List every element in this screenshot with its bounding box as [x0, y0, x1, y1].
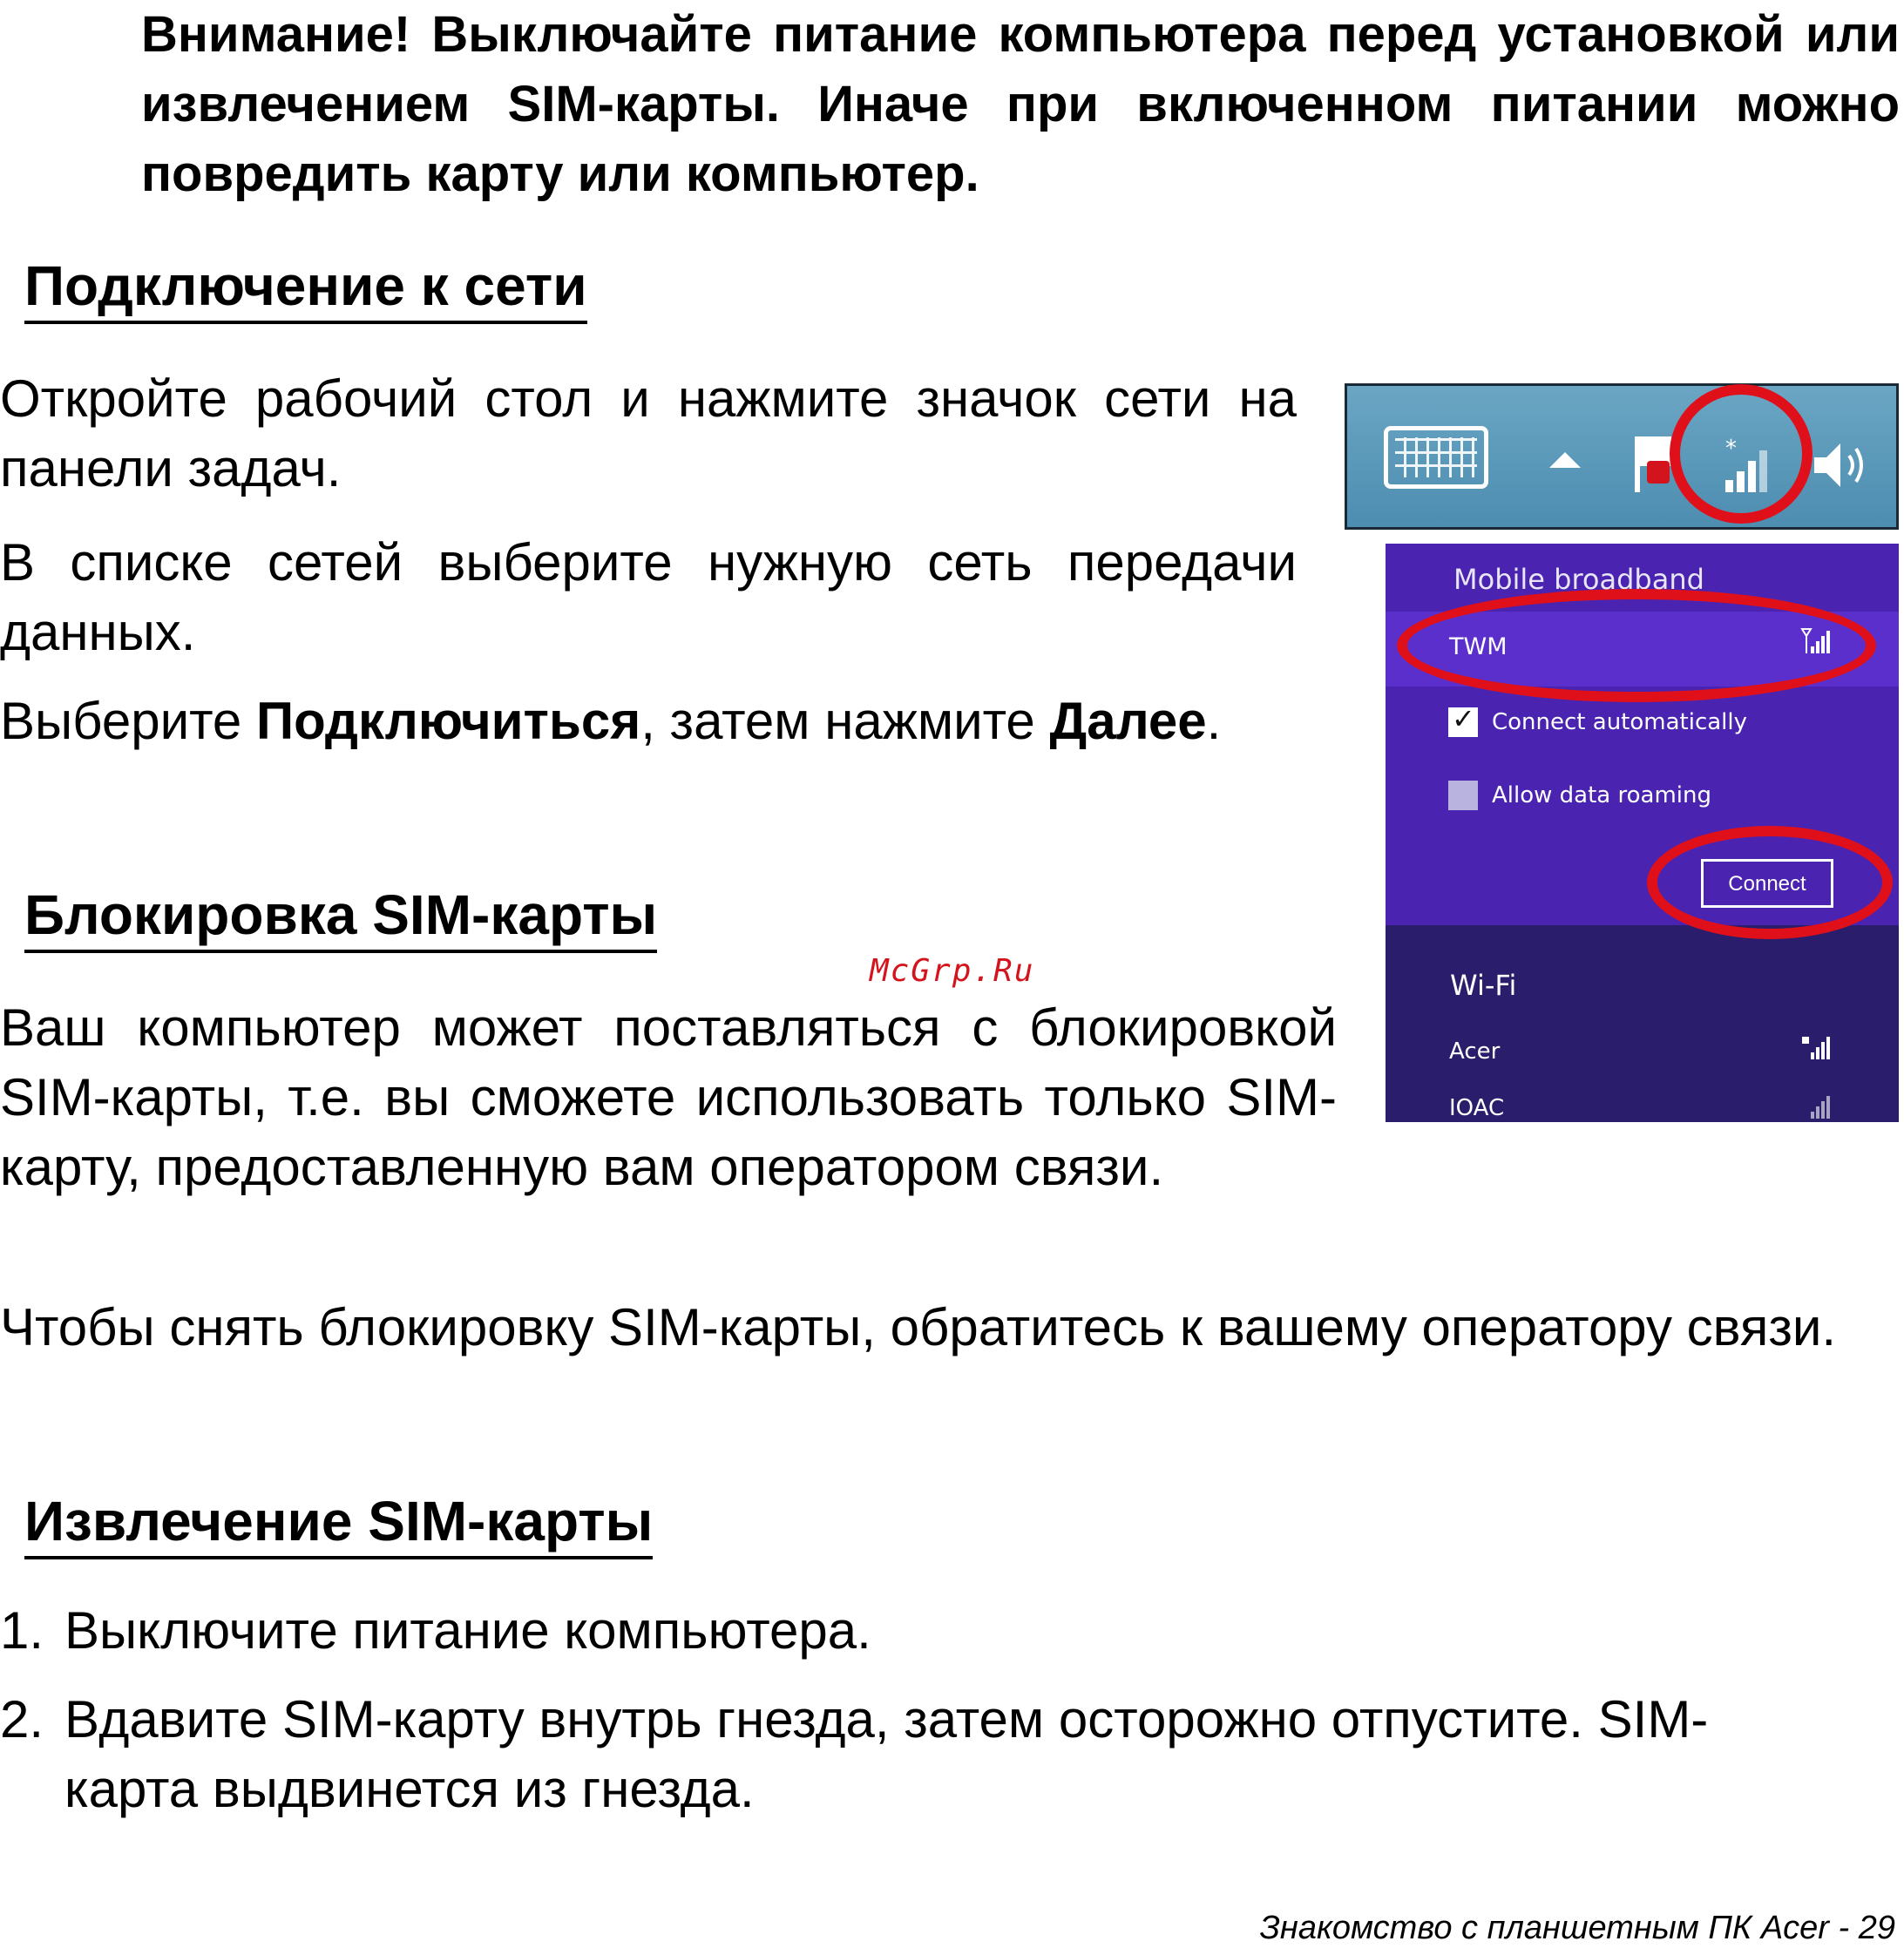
- list-item: 2. Вдавите SIM-карту внутрь гнезда, затем осторожно отпустите. SIM- карта выдвинется из гнезда.: [0, 1690, 1709, 1818]
- connect-automatically-label: Connect automatically: [1492, 709, 1748, 735]
- warning-text: Внимание! Выключайте питание компьютера перед установкой или извлечением SIM-карты. Иначе при включенном питании можно повредить карту или компьютер.: [141, 6, 1900, 202]
- connect-button[interactable]: Connect: [1701, 859, 1833, 908]
- network-step-3: Выберите Подключиться, затем нажмите Далее.: [0, 692, 1222, 750]
- wifi-signal-icon: [1800, 1092, 1832, 1120]
- svg-text:*: *: [1725, 436, 1737, 462]
- highlight-circle: [1670, 384, 1813, 524]
- highlight-circle: [1647, 826, 1893, 939]
- wifi-network-ioac[interactable]: IOAC: [1449, 1095, 1505, 1121]
- highlight-circle: [1397, 589, 1876, 702]
- allow-data-roaming-checkbox[interactable]: [1448, 781, 1478, 810]
- heading-sim-lock: Блокировка SIM-карты: [24, 880, 657, 953]
- next-term: Далее: [1049, 692, 1207, 750]
- watermark: McGrp.Ru: [870, 953, 1035, 989]
- connect-automatically-checkbox[interactable]: [1448, 702, 1478, 737]
- allow-data-roaming-label: Allow data roaming: [1492, 782, 1711, 808]
- checkmark-icon: ✓: [1452, 702, 1475, 735]
- wifi-network-acer[interactable]: Acer: [1449, 1038, 1501, 1065]
- speaker-icon[interactable]: [1809, 435, 1879, 496]
- heading-network: Подключение к сети: [24, 251, 587, 324]
- taskbar-screenshot: [1345, 383, 1899, 530]
- list-item: 1. Выключите питание компьютера.: [0, 1601, 871, 1660]
- wifi-signal-icon: [1800, 1033, 1832, 1061]
- heading-sim-removal: Извлечение SIM-карты: [24, 1486, 653, 1559]
- wifi-title: Wi-Fi: [1450, 969, 1517, 1002]
- page-footer: Знакомство с планшетным ПК Acer - 29: [1259, 1910, 1895, 1946]
- keyboard-icon[interactable]: [1384, 426, 1488, 489]
- network-step-1: Откройте рабочий стол и нажмите значок сети на панели задач.: [0, 369, 1297, 497]
- network-step-2: В списке сетей выберите нужную сеть передачи данных.: [0, 533, 1297, 661]
- show-hidden-icons-arrow[interactable]: [1549, 452, 1581, 468]
- connect-term: Подключиться: [255, 692, 641, 750]
- sim-lock-paragraph-2: Чтобы снять блокировку SIM-карты, обратитесь к вашему оператору связи.: [0, 1298, 1837, 1356]
- flag-error-badge: [1647, 461, 1670, 484]
- mobile-broadband-title: Mobile broadband: [1453, 563, 1704, 596]
- sim-lock-paragraph-1: Ваш компьютер может поставляться с блокировкой SIM-карты, т.е. вы сможете использовать только SIM-карту, предоставленную вам оператором связи.: [0, 998, 1337, 1196]
- network-name: TWM: [1449, 633, 1508, 660]
